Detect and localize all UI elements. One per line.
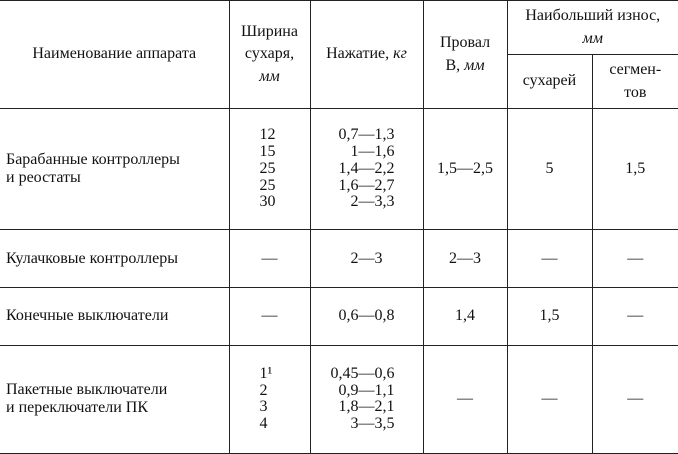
cell-pressure-line: 0,9—1,1 bbox=[338, 381, 395, 399]
cell-pressure-line: 2—3 bbox=[350, 249, 383, 267]
header-drop-line2: В, bbox=[445, 56, 461, 74]
cell-width bbox=[229, 109, 310, 230]
cell-pressure bbox=[310, 288, 423, 346]
header-width-line2: сухаря, bbox=[244, 45, 295, 63]
cell-wear-shoes: 1,5 bbox=[507, 288, 592, 346]
cell-width-line: 25 bbox=[259, 176, 276, 194]
cell-wear-shoes: — bbox=[507, 345, 592, 453]
header-name: Наименование аппарата bbox=[0, 1, 229, 109]
cell-wear-shoes: — bbox=[507, 230, 592, 288]
cell-width-line: — bbox=[261, 307, 278, 325]
cell-name bbox=[0, 288, 229, 346]
cell-pressure-line: 2—3,3 bbox=[350, 193, 395, 211]
header-pressure-unit: кг bbox=[393, 45, 407, 63]
header-wear-title: Наибольший износ, bbox=[525, 7, 661, 25]
cell-name bbox=[0, 109, 229, 230]
table-row bbox=[0, 288, 678, 346]
cell-drop: 2—3 bbox=[423, 230, 507, 288]
cell-width-line: 25 bbox=[259, 159, 276, 177]
header-wear bbox=[507, 1, 678, 55]
cell-name-line: и переключатели ПК bbox=[6, 399, 149, 417]
cell-width-line: 1¹ bbox=[259, 364, 273, 382]
cell-name-line: Конечные выключатели bbox=[6, 307, 169, 325]
cell-width bbox=[229, 345, 310, 453]
header-drop-line1: Провал bbox=[439, 34, 491, 52]
cell-wear-segments: — bbox=[592, 230, 678, 288]
header-drop bbox=[423, 1, 507, 109]
cell-name-line: Кулачковые контроллеры bbox=[6, 249, 178, 267]
cell-width-line: 30 bbox=[259, 193, 276, 211]
header-width bbox=[229, 1, 310, 109]
table-row bbox=[0, 230, 678, 288]
cell-width bbox=[229, 288, 310, 346]
cell-pressure-line: 0,45—0,6 bbox=[330, 364, 395, 382]
cell-drop: — bbox=[423, 345, 507, 453]
cell-pressure bbox=[310, 345, 423, 453]
cell-wear-segments: — bbox=[592, 288, 678, 346]
cell-wear-segments: — bbox=[592, 345, 678, 453]
cell-pressure-line: 1—1,6 bbox=[350, 143, 395, 160]
cell-drop: 1,5—2,5 bbox=[423, 109, 507, 230]
table-row bbox=[0, 109, 678, 230]
cell-pressure-line: 1,4—2,2 bbox=[338, 159, 395, 177]
cell-wear-segments: 1,5 bbox=[592, 109, 678, 230]
header-pressure-label: Нажатие, bbox=[326, 45, 390, 63]
header-pressure bbox=[310, 1, 423, 109]
header-width-unit: мм bbox=[259, 67, 280, 85]
cell-width-line: — bbox=[261, 249, 278, 267]
cell-name-line: Пакетные выключатели bbox=[6, 380, 168, 398]
cell-pressure bbox=[310, 230, 423, 288]
table-row bbox=[0, 345, 678, 453]
table-body bbox=[0, 109, 678, 454]
cell-name-line: и реостаты bbox=[6, 169, 81, 187]
header-wear-shoes: сухарей bbox=[507, 55, 592, 109]
cell-width-line: 12 bbox=[259, 126, 276, 144]
cell-pressure-line: 0,6—0,8 bbox=[338, 307, 395, 325]
header-wear-segments bbox=[592, 55, 678, 109]
cell-width-line: 15 bbox=[259, 143, 276, 160]
cell-width bbox=[229, 230, 310, 288]
header-width-line1: Ширина bbox=[241, 22, 298, 40]
cell-width-line: 3 bbox=[259, 398, 268, 416]
cell-width-line: 2 bbox=[259, 381, 268, 399]
cell-wear-shoes: 5 bbox=[507, 109, 592, 230]
cell-pressure-line: 1,6—2,7 bbox=[338, 176, 395, 194]
cell-pressure bbox=[310, 109, 423, 230]
cell-name bbox=[0, 230, 229, 288]
header-wear-segments-line1: сегмен- bbox=[609, 61, 662, 79]
header-drop-unit: мм bbox=[464, 56, 485, 74]
cell-pressure-line: 3—3,5 bbox=[350, 415, 395, 433]
cell-drop: 1,4 bbox=[423, 288, 507, 346]
cell-pressure-line: 0,7—1,3 bbox=[338, 126, 395, 144]
header-wear-segments-line2: тов bbox=[624, 83, 647, 101]
cell-name-line: Барабанные контроллеры bbox=[6, 150, 180, 168]
header-wear-unit: мм bbox=[582, 29, 603, 47]
cell-pressure-line: 1,8—2,1 bbox=[338, 398, 395, 416]
cell-width-line: 4 bbox=[259, 415, 268, 433]
cell-name bbox=[0, 345, 229, 453]
